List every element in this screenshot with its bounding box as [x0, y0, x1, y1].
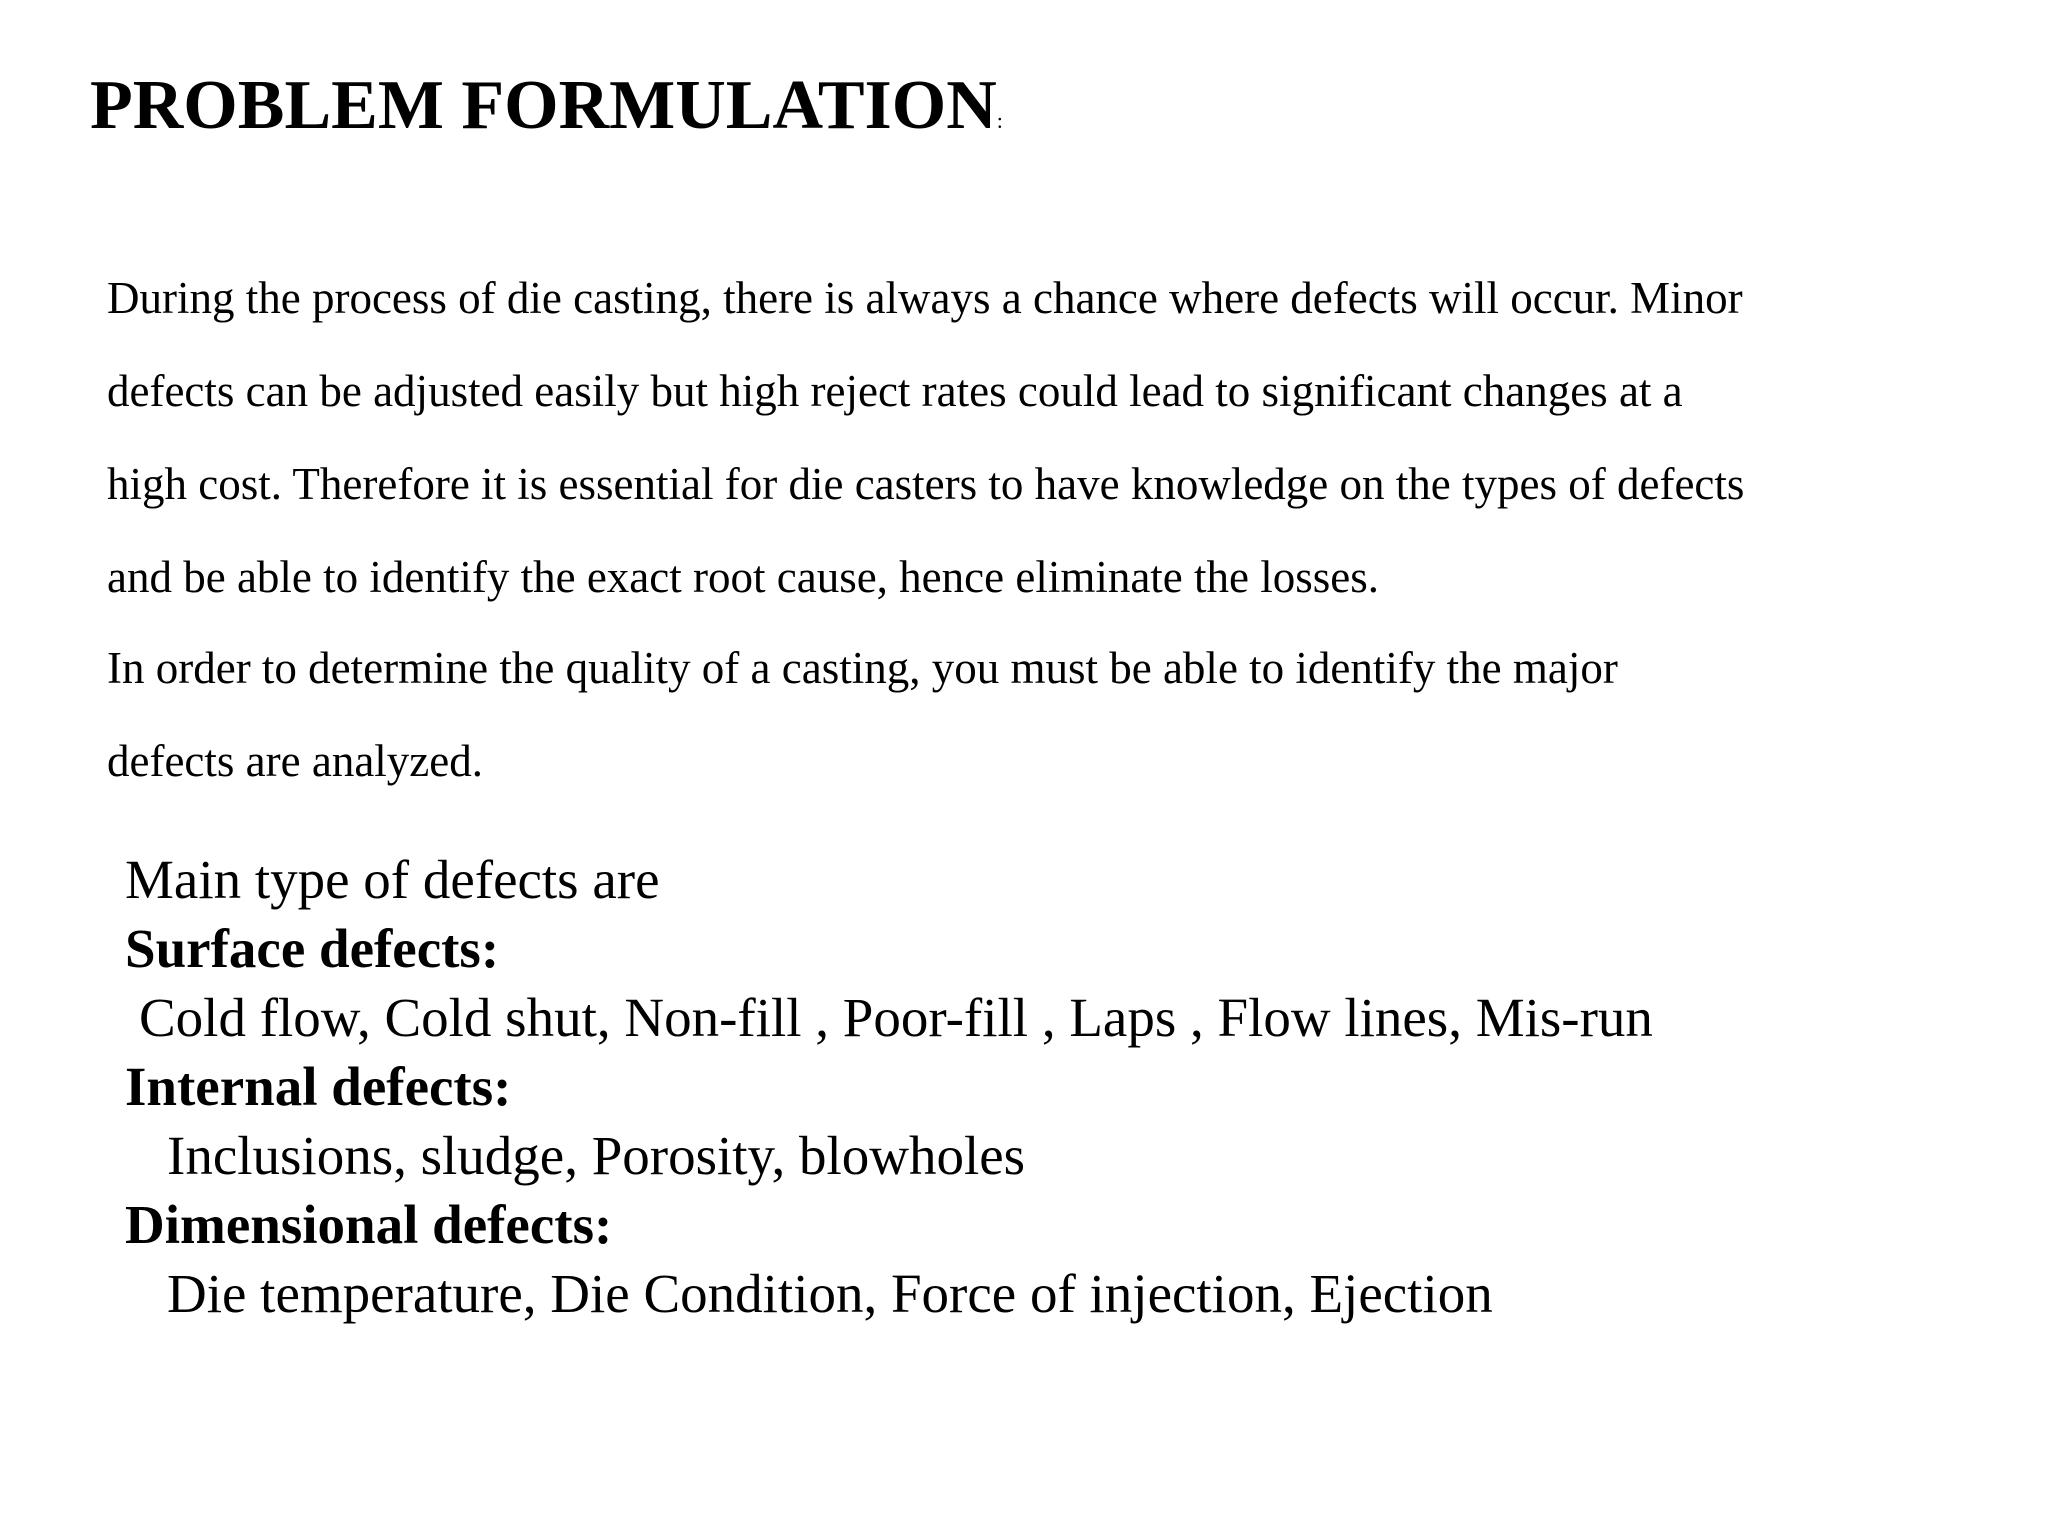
quality-paragraph-line: In order to determine the quality of a casting, you must be able to identify the major — [107, 643, 1618, 693]
dimensional-defects-heading: Dimensional defects: — [125, 1194, 613, 1255]
surface-defects-heading: Surface defects: — [125, 918, 500, 979]
defect-types-intro: Main type of defects are — [125, 849, 660, 910]
page-title-text: PROBLEM FORMULATION — [90, 67, 997, 144]
quality-paragraph — [107, 622, 2007, 808]
dimensional-defects-items: Die temperature, Die Condition, Force of injection, Ejection — [167, 1263, 1493, 1324]
intro-paragraph-line: and be able to identify the exact root cause, hence eliminate the losses. — [107, 552, 1380, 602]
internal-defects-heading: Internal defects: — [125, 1056, 512, 1117]
quality-paragraph-line: defects are analyzed. — [107, 736, 483, 786]
intro-paragraph-line: defects can be adjusted easily but high reject rates could lead to significant changes at a — [107, 366, 1683, 416]
intro-paragraph-line: high cost. Therefore it is essential for die casters to have knowledge on the types of defects — [107, 459, 1745, 509]
page-title-colon: : — [996, 108, 1003, 133]
page-title — [90, 66, 1003, 161]
internal-defects-items: Inclusions, sludge, Porosity, blowholes — [167, 1125, 1026, 1186]
intro-paragraph — [107, 252, 2007, 624]
intro-paragraph-line: During the process of die casting, there is always a chance where defects will occur. Minor — [107, 273, 1743, 323]
defect-types-list — [125, 845, 1653, 1328]
surface-defects-items: Cold flow, Cold shut, Non-fill , Poor-fill , Laps , Flow lines, Mis-run — [139, 987, 1653, 1048]
